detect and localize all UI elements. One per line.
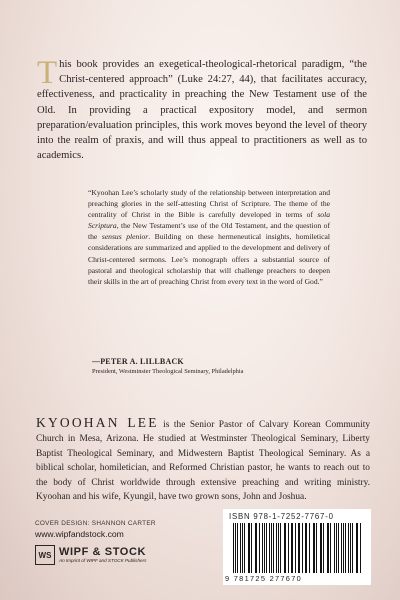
publisher-block [35, 545, 195, 565]
barcode-bar [284, 523, 285, 573]
publisher-text [59, 546, 146, 564]
author-bio [36, 416, 370, 504]
barcode-bar [291, 523, 292, 573]
barcode-bar [299, 523, 300, 573]
endorsement-attribution [92, 357, 342, 375]
barcode-bar [313, 523, 314, 573]
barcode-bar [240, 523, 241, 573]
barcode-panel [223, 509, 371, 585]
endorser-role: President, Westminster Theological Seminary, Philadelphia [92, 368, 244, 375]
barcode-bar [266, 523, 267, 573]
barcode-bar [298, 523, 299, 573]
book-description [37, 57, 367, 163]
drop-cap-letter: T [37, 55, 58, 91]
barcode-digits: 9 781725 277670 [225, 574, 303, 583]
isbn-number: ISBN 978-1-7252-7767-0 [229, 512, 334, 521]
endorser-name: —PETER A. LILLBACK [92, 357, 184, 366]
barcode-bar [262, 523, 263, 573]
publisher-logo-icon: WS [35, 545, 55, 565]
publisher-imprint: An Imprint of WIPF and STOCK Publishers [59, 558, 147, 563]
quote-italic-term-2: sensus plenior [101, 232, 149, 242]
barcode-bar [255, 523, 256, 573]
endorsement-quote [88, 187, 330, 287]
barcode-bar [251, 523, 252, 573]
publisher-name: WIPF & STOCK [59, 546, 147, 558]
barcode-bar [323, 523, 324, 573]
barcode-bar [352, 523, 353, 573]
barcode-bar [360, 523, 361, 573]
barcode-bar [233, 523, 234, 573]
author-bio-text: is the Senior Pastor of Calvary Korean Community Church in Mesa, Arizona. He studied at Westminster Theological Seminary, Liberty Baptist Theological Seminary, and Midwestern Baptist Theological Seminary. As a biblical scholar, homiletician, and Reformed Christian pastor, he wants to reach out to the body of Christ worldwide through extensive preaching and writing ministry. Kyoohan and his wife, Kyungil, have two grown sons, John and Joshua. [36, 420, 371, 503]
barcode-bar [348, 523, 349, 573]
quote-text-1: “Kyoohan Lee’s scholarly study of the relationship between interpretation and preaching glories in the self-attesting Christ of Scripture. The theme of the centrality of Christ in the Bible is carefully developed in terms of [88, 188, 330, 220]
publisher-website: www.wipfandstock.com [35, 529, 124, 539]
barcode-icon [233, 523, 363, 573]
barcode-bar [341, 523, 342, 573]
barcode-bar [320, 523, 321, 573]
barcode-bar [330, 523, 331, 573]
publisher-credits [35, 520, 195, 565]
barcode-bar [306, 523, 307, 573]
quote-text-3: . Building on these hermeneutical insights, homiletical considerations are summarized and applied to the development and delivery of Christ-centered sermons. Lee’s monograph offers a substantial source of pastoral and theological scholarship that will challenge preachers to deepen their skills in the art of preaching Christ from every text in the word of God.” [88, 232, 330, 286]
quote-italic-term-1: sola Scriptura [88, 210, 330, 231]
cover-design-credit: COVER DESIGN: SHANNON CARTER [35, 520, 156, 527]
barcode-bar [273, 523, 274, 573]
description-text: his book provides an exegetical-theological-rhetorical paradigm, “the Christ-centered approach” (Luke 24:27, 44), that facilitates accuracy, effectiveness, and practicality in preaching the New Testament use of the Old. In providing a practical expository model, and sermon preparation/evaluation principles, this work moves beyond the level of theory into the realm of praxis, and will thus appeal to practitioners as well as to academics. [37, 59, 367, 162]
quote-text-2: , the New Testament’s use of the Old Testament, and the question of the [88, 221, 330, 242]
author-name: KYOOHAN LEE [36, 415, 159, 430]
barcode-bar [334, 523, 335, 573]
barcode-bar [244, 523, 245, 573]
barcode-bar [280, 523, 281, 573]
